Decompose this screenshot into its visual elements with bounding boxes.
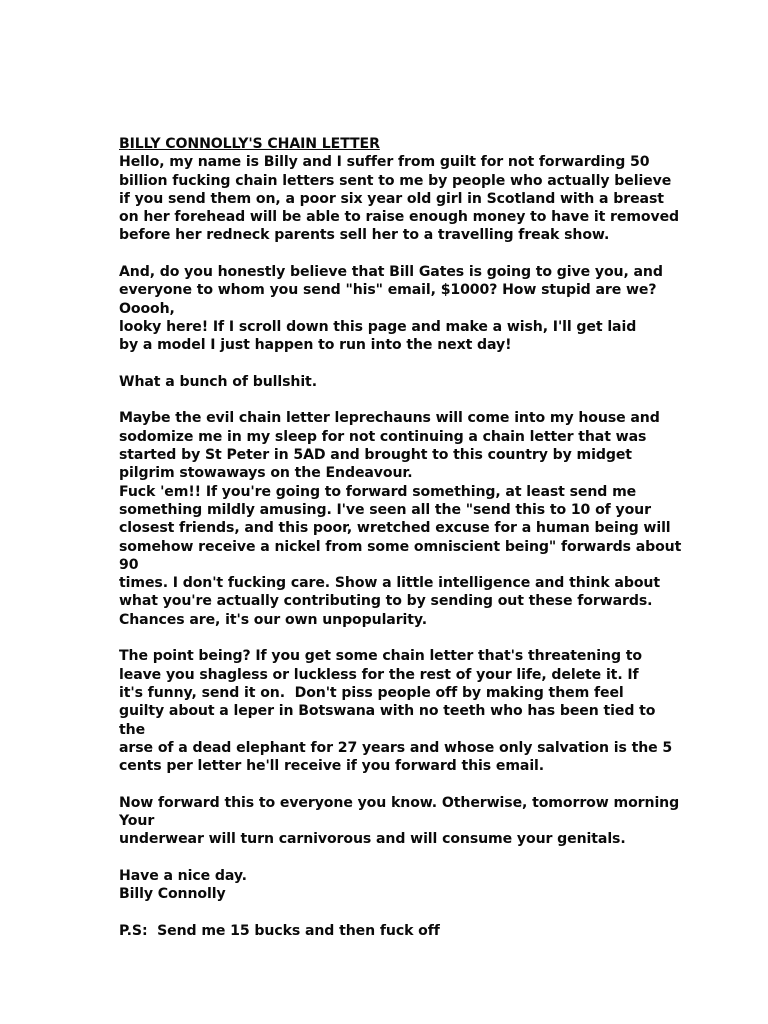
paragraph-2-line: Ooooh, (119, 300, 175, 317)
paragraph-4-line: times. I don't fucking care. Show a little intelligence and think about (119, 575, 660, 592)
paragraph-4-line: Fuck 'em!! If you're going to forward something, at least send me (119, 483, 637, 500)
paragraph-gap (119, 629, 679, 647)
paragraph-gap (119, 245, 679, 263)
paragraph-4-line: somehow receive a nickel from some omniscient being" forwards about (119, 538, 682, 555)
paragraph-2-line: by a model I just happen to run into the next day! (119, 337, 512, 354)
paragraph-5-line: leave you shagless or luckless for the rest of your life, delete it. If (119, 666, 639, 683)
paragraph-4-line: closest friends, and this poor, wretched excuse for a human being will (119, 520, 671, 537)
paragraph-5-line: guilty about a leper in Botswana with no teeth who has been tied to (119, 703, 656, 720)
paragraph-4-line: 90 (119, 556, 139, 573)
paragraph-gap (119, 849, 679, 867)
paragraph-3-line: What a bunch of bullshit. (119, 373, 317, 390)
paragraph-1-line: Hello, my name is Billy and I suffer from guilt for not forwarding 50 (119, 154, 650, 171)
paragraph-5-line: the (119, 721, 146, 738)
paragraph-gap (119, 775, 679, 793)
paragraph-gap (119, 903, 679, 921)
letter-title: BILLY CONNOLLY'S CHAIN LETTER (119, 136, 380, 152)
paragraph-4-line: pilgrim stowaways on the Endeavour. (119, 465, 413, 482)
paragraph-1-line: billion fucking chain letters sent to me by people who actually believe (119, 172, 672, 189)
paragraph-5-line: The point being? If you get some chain letter that's threatening to (119, 648, 642, 665)
paragraph-4-line: what you're actually contributing to by sending out these forwards. (119, 593, 653, 610)
paragraph-5-line: it's funny, send it on. Don't piss people off by making them feel (119, 684, 624, 701)
paragraph-1-line: on her forehead will be able to raise enough money to have it removed (119, 209, 680, 226)
letter-body (119, 135, 682, 940)
paragraph-gap (119, 391, 679, 409)
paragraph-4-line: something mildly amusing. I've seen all the "send this to 10 of your (119, 501, 651, 518)
paragraph-5-line: arse of a dead elephant for 27 years and whose only salvation is the 5 (119, 739, 673, 756)
paragraph-1-line: before her redneck parents sell her to a travelling freak show. (119, 227, 610, 244)
paragraph-2-line: everyone to whom you send "his" email, $1000? How stupid are we? (119, 282, 657, 299)
paragraph-5-line: cents per letter he'll receive if you forward this email. (119, 758, 545, 775)
postscript-line: P.S: Send me 15 bucks and then fuck off (119, 922, 440, 939)
paragraph-2-line: looky here! If I scroll down this page and make a wish, I'll get laid (119, 318, 637, 335)
paragraph-2-line: And, do you honestly believe that Bill Gates is going to give you, and (119, 264, 663, 281)
sign-off-line: Have a nice day. (119, 867, 247, 884)
paragraph-4-line: Chances are, it's our own unpopularity. (119, 611, 427, 628)
paragraph-6-line: Your (119, 812, 155, 829)
paragraph-4-line: sodomize me in my sleep for not continuing a chain letter that was (119, 428, 647, 445)
paragraph-gap (119, 355, 679, 373)
signature-name: Billy Connolly (119, 886, 226, 903)
paragraph-1-line: if you send them on, a poor six year old girl in Scotland with a breast (119, 190, 664, 207)
paragraph-6-line: Now forward this to everyone you know. Otherwise, tomorrow morning (119, 794, 680, 811)
paragraph-4-line: started by St Peter in 5AD and brought to this country by midget (119, 447, 632, 464)
paragraph-4-line: Maybe the evil chain letter leprechauns will come into my house and (119, 410, 660, 427)
paragraph-6-line: underwear will turn carnivorous and will consume your genitals. (119, 831, 626, 848)
